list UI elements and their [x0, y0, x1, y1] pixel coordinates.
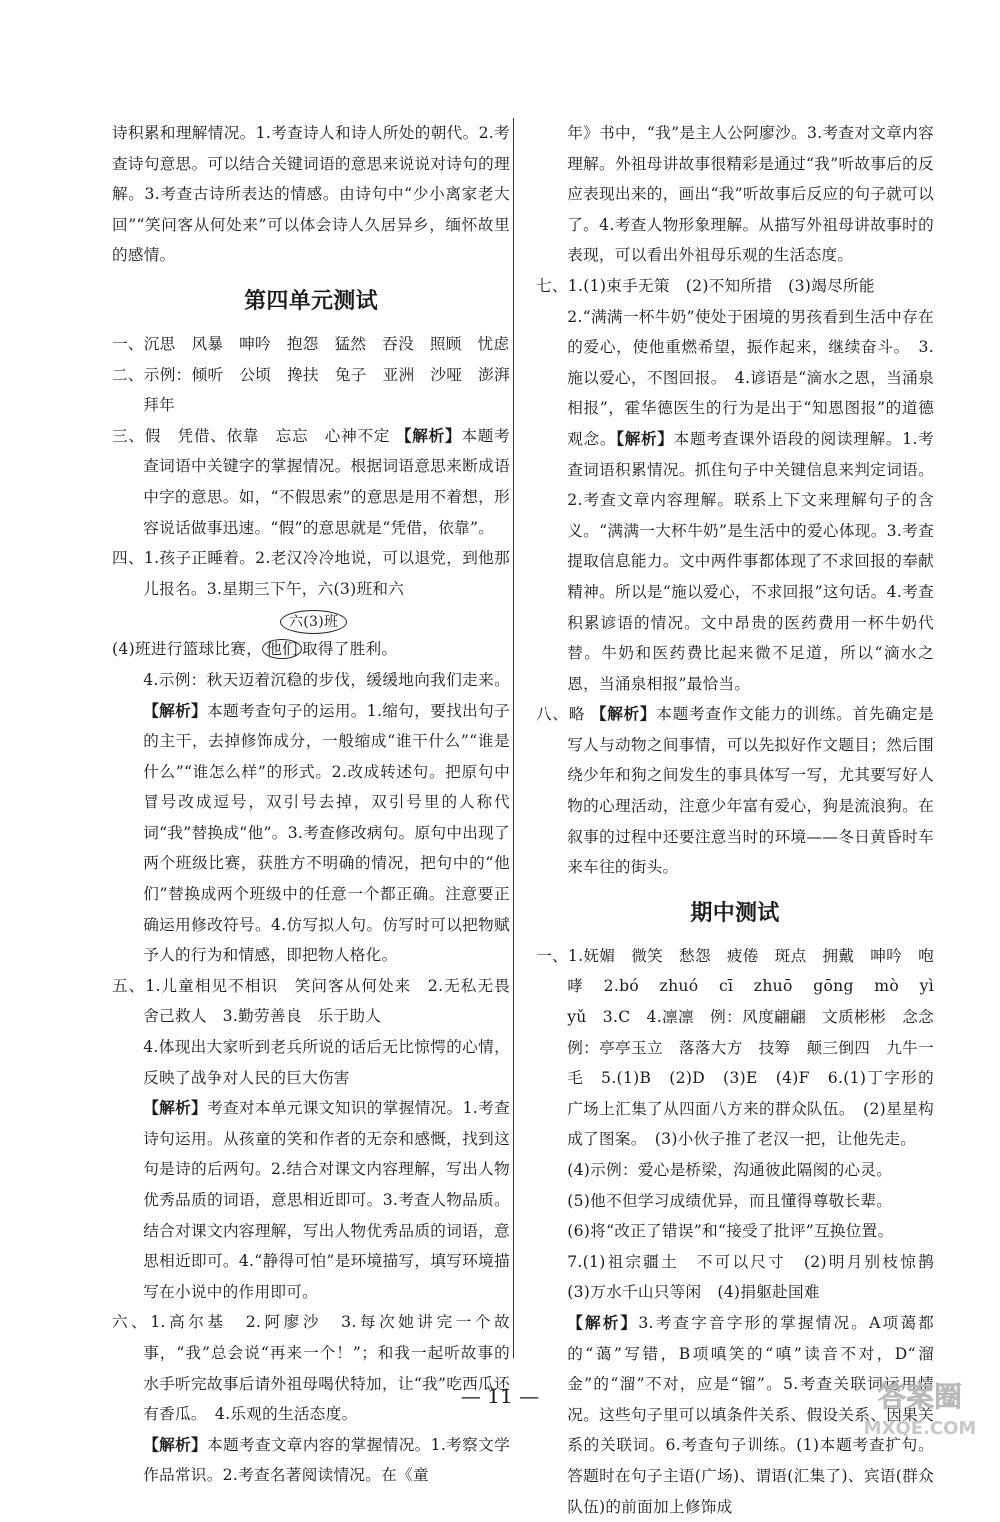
answer-q4a: 四、1.孩子正睡着。2.老汉冷冷地说，可以退党，到他那儿报名。3.星期三下午，六(3)班和六 [112, 549, 510, 598]
midterm-q1e: 7.(1)祖宗疆土 不可以尺寸 (2)明月别枝惊鹊 (3)万水千山只等闲 (4)捐躯赴国难 [567, 1252, 950, 1302]
q6-analysis-tag: 【解析】 [143, 1435, 208, 1454]
q3-analysis-tag: 【解析】 [395, 426, 462, 445]
answer-q7b [536, 302, 934, 700]
midterm-q1d: (6)将“改正了错误”和“接受了批评”互换位置。 [567, 1222, 894, 1241]
right-column [536, 118, 950, 1522]
q8-analysis: 本题考查作文能力的训练。首先确定是写人与动物之间事情，可以先拟好作文题目；然后围绕少年和狗之间发生的事具体写一写，尤其要写好人物的心理活动，注意少年富有爱心，狗是流浪狗。在叙事的过程中还要注意当时的环境——冬日黄昏时车来车往的街头。 [567, 705, 934, 877]
q3-analysis: 本题考查词语中关键字的掌握情况。根据词语意思来断成语中字的意思。如，“不假思索”的意思是用不着想，形容说话做事迅速。“假”的意思就是“凭借，依靠”。 [143, 426, 511, 537]
q8-analysis-tag: 【解析】 [590, 705, 657, 724]
q4b-text: (4)班进行篮球比赛， [112, 640, 263, 659]
midterm-analysis-tag: 【解析】 [567, 1313, 639, 1332]
q3-text: 三、假 凭借、依靠 忘忘 心神不定 [112, 426, 396, 445]
answer-q8 [536, 699, 934, 883]
q4-analysis-tag: 【解析】 [143, 701, 208, 720]
correction-annotation [280, 604, 510, 634]
q7b-text: 2.“满满一杯牛奶”使处于困境的男孩看到生活中存在的爱心，使他重燃希望，振作起来，继续奋斗。 3.施以爱心，不图回报。 4.谚语是“滴水之恩，当涌泉相报”，霍华德医生的行为是出于“知恩图报”的道德观念。 [567, 307, 934, 448]
q7-analysis: 本题考查课外语段的阅读理解。1.考查词语积累情况。抓住句子中关键信息来判定词语。2.考查文章内容理解。联系上下文来理解句子的含义。“满满一大杯牛奶”是生活中的爱心体现。3.考查提取信息能力。文中两件事都体现了不求回报的奉献精神。所以是“施以爱心，不求回报”这句话。4.考查积累谚语的情况。文中昂贵的医药费用一杯牛奶代替。牛奶和医药费比起来微不足道，所以“滴水之恩，当涌泉相报”最恰当。 [567, 429, 935, 693]
q5-analysis-tag: 【解析】 [143, 1099, 208, 1118]
answer-q7a: 七、1.(1)束手无策 (2)不知所措 (3)竭尽所能 [536, 276, 875, 295]
q4b-text-end: 取得了胜利。 [301, 640, 398, 659]
answer-q6a: 六、1.高尔基 2.阿廖沙 3.每次她讲完一个故事，“我”总会说“再来一个！”；和我一起听故事的水手听完故事后请外祖母喝伏特加，让“我”吃西瓜还有香瓜。 4.乐观的生活态度。 [112, 1313, 510, 1424]
continued-analysis: 年》书中，“我”是主人公阿廖沙。3.考查对文章内容理解。外祖母讲故事很精彩是通过“我”听故事后的反应表现出来的，画出“我”听故事后反应的句子就可以了。4.考查人物形象理解。从描写外祖母讲故事时的表现，可以看出外祖母乐观的生活态度。 [567, 124, 934, 265]
q6-analysis: 本题考查文章内容的掌握情况。1.考察文学作品常识。2.考查名著阅读情况。在《童 [143, 1435, 510, 1485]
watermark-logo [850, 1368, 990, 1442]
midterm-q1a: 一、1.妩媚 微笑 愁怨 疲倦 斑点 拥戴 呻吟 咆哮 2.bó zhuó cī zhuō gōng mò yì yǔ 3.C 4.凛凛 例：风度翩翩 文质彬彬 念念 例：亭亭玉立 落落大方 技筹 颠三倒四 九牛一毛 5.(1)B (2)D (3)E (4)F 6.(1)丁字形的广场上汇集了从四面八方来的群众队伍。 (2)星星构成了图案。 (3)小伙子推了老汉一把，让他先走。 [536, 946, 950, 1149]
answer-q1: 一、沉思 风暴 呻吟 抱怨 猛然 吞没 照顾 忧虑 [112, 334, 510, 353]
circled-word: 他们 [262, 639, 302, 659]
answer-q3 [112, 421, 510, 543]
answer-q6b [112, 1430, 510, 1491]
midterm-q1b: (4)示例：爱心是桥梁，沟通彼此隔阂的心灵。 [567, 1161, 893, 1179]
svg-text:答案圈: 答案圈 [877, 1380, 963, 1413]
answer-q5b: 4.体现出大家听到老兵所说的话后无比惊愕的心情，反映了战争对人民的巨大伤害 [143, 1038, 510, 1087]
unit-title: 第四单元测试 [244, 288, 378, 314]
midterm-analysis-text: 3.考查字音字形的掌握情况。A项蔼都的“蔼”写错，B项嗔笑的“嗔”读音不对，D“溜金”的“溜”不对，应是“镏”。5.考查关联词运用情况。这些句子里可以填条件关系、假设关系、因果关系的关联词。6.考查句子训练。(1)本题考查扩句。答题时在句子主语(广场)、谓语(汇集了)、宾语(群众队伍)的前面加上修饰成 [567, 1313, 934, 1516]
svg-text:MXQE.COM: MXQE.COM [863, 1418, 977, 1439]
page-number: — 11 — [460, 1384, 540, 1408]
answer-q5a: 五、1.儿童相见不相识 笑问客从何处来 2.无私无畏 舍己救人 3.勤劳善良 乐于助人 [112, 976, 526, 1026]
intro-paragraph: 诗积累和理解情况。1.考查诗人和诗人所处的朝代。2.考查诗句意思。可以结合关键词语的意思来说说对诗句的理解。3.考查古诗所表达的情感。由诗句中“少小离家老大回”“笑问客从何处来”可以体会诗人久居异乡，缅怀故里的感情。 [112, 124, 510, 265]
q4c-text: 4.示例：秋天迈着沉稳的步伐，缓缓地向我们走来。 [143, 670, 510, 689]
midterm-q1c: (5)他不但学习成绩优异，而且懂得尊敬长辈。 [567, 1191, 893, 1210]
midterm-title: 期中测试 [690, 900, 780, 926]
q8-text: 八、略 [536, 705, 591, 724]
answer-q4c [112, 665, 510, 971]
annotation-circle: 六(3)班 [280, 610, 347, 634]
answer-q5c [112, 1093, 510, 1307]
q4-analysis: 本题考查句子的运用。1.缩句，要找出句子的主干，去掉修饰成分，一般缩成“谁干什么”“谁是什么”“谁怎么样”的形式。2.改成转述句。把原句中冒号改成逗号，双引号去掉，双引号里的人称代词“我”替换成“他”。3.考查修改病句。原句中出现了两个班级比赛，获胜方不明确的情况，把句中的“他们”替换成两个班级中的任意一个都正确。注意要正确运用修改符号。4.仿写拟人句。仿写时可以把物赋予人的行为和情感，即把物人格化。 [143, 701, 510, 965]
q5-analysis: 考查对本单元课文知识的掌握情况。1.考查诗句运用。从孩童的笑和作者的无奈和感慨，找到这句是诗的后两句。2.结合对课文内容理解，写出人物优秀品质的词语，意思相近即可。3.考查人物品质。结合对课文内容理解，写出人物优秀品质的词语，意思相近即可。4.“静得可怕”是环境描写，填写环境描写在小说中的作用即可。 [143, 1099, 510, 1301]
column-divider [513, 118, 514, 1358]
q7-analysis-tag: 【解析】 [616, 429, 674, 448]
left-column [112, 118, 526, 1491]
answer-q4b [112, 634, 510, 665]
answer-q2: 二、示例：倾听 公顷 搀扶 兔子 亚洲 沙哑 澎湃 拜年 [112, 365, 526, 415]
